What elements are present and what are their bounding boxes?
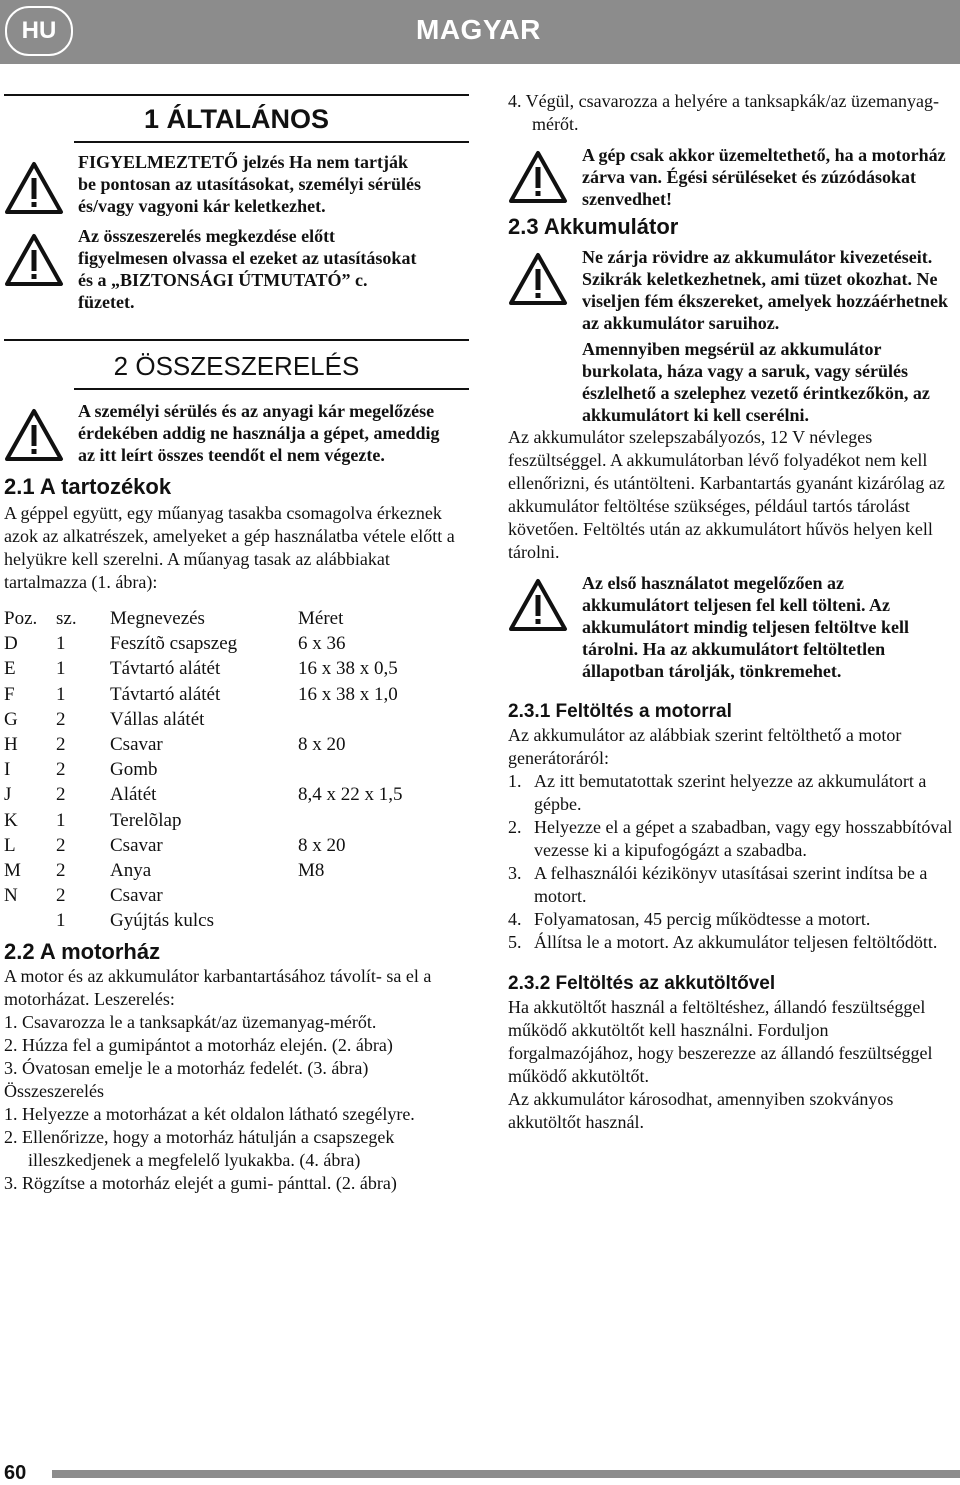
table-cell: 2 [56, 885, 66, 907]
warning-text-group [582, 246, 954, 426]
list-text: Helyezze el a gépet a szabadban, vagy egy hosszabbítóval vezesse ki a kipufogógázt a szabadba. [534, 817, 953, 860]
table-header-cell: Poz. [4, 608, 38, 629]
list-item: 3. Óvatosan emelje le a motorház fedelét. (3. ábra) [4, 1058, 369, 1079]
list-item: 1. Helyezze a motorházat a két oldalon látható szegélyre. [4, 1104, 415, 1125]
subsection-2-1-text: A géppel együtt, egy műanyag tasakba csomagolva érkeznek azok az alkatrészek, amelyeket a gép használatba vétele előtt a helyükre kell szerelni. A műanyag tasak az alábbiakat tartalmazza (1. ábra): [4, 503, 455, 592]
section-rule [74, 388, 469, 390]
table-cell: 1 [56, 809, 66, 831]
table-cell: 1 [56, 683, 66, 705]
subsection-2-3-2-title: 2.3.2 Feltöltés az akkutöltővel [508, 973, 776, 994]
assembly-steps-continued [508, 90, 958, 136]
table-header-cell: sz. [56, 608, 77, 629]
table-row [4, 885, 468, 910]
table-cell: 2 [56, 708, 66, 730]
parts-table [4, 608, 468, 935]
warning-text: Ne zárja rövidre az akkumulátor kivezetéseit. Szikrák keletkezhetnek, ami tüzet okozhat. Ne viseljen fém ékszereket, amelyek hozzáérhetnek az akkumulátor saruihoz. [582, 247, 949, 333]
section-rule [4, 339, 469, 341]
warning-text: FIGYELMEZTETŐ jelzés Ha nem tartják be pontosan az utasításokat, személyi sérülés és/vagy vagyoni kár keletkezhet. [78, 152, 421, 216]
list-number: 2. [508, 817, 522, 837]
language-badge [5, 6, 73, 56]
table-row [4, 810, 468, 835]
list-number: 5. [508, 932, 522, 952]
table-cell: E [4, 658, 16, 680]
list-item: 2. Húzza fel a gumipántot a motorház elején. (2. ábra) [4, 1035, 393, 1056]
warning-block [4, 400, 469, 466]
warning-text: Amennyiben megsérül az akkumulátor burkolata, háza vagy a saruk, vagy sérülés észlelhető a szelephez vezető érintkezőkön, az akkumulátort ki kell cserélni. [582, 339, 930, 425]
table-cell [4, 910, 56, 935]
list-text: Folyamatosan, 45 percig működtesse a motort. [534, 909, 871, 929]
table-cell: Terelõlap [110, 809, 182, 831]
subsection-2-1-title: 2.1 A tartozékok [4, 474, 172, 499]
table-header-cell: Megnevezés [110, 608, 205, 629]
warning-block [508, 144, 958, 210]
list-item: 4. Végül, csavarozza a helyére a tanksapkák/az üzemanyag-mérőt. [508, 91, 939, 134]
warning-text: Az összeszerelés megkezdése előtt figyelmesen olvassa el ezeket az utasításokat és a „BIZTONSÁGI ÚTMUTATÓ” c. füzetet. [78, 226, 417, 312]
assembly-label: Összeszerelés [4, 1081, 104, 1102]
table-row [4, 734, 468, 759]
list-item [508, 862, 958, 908]
section-rule [4, 94, 469, 96]
footer-bar [52, 1470, 960, 1478]
table-cell: L [4, 834, 16, 856]
table-cell: 2 [56, 834, 66, 856]
charging-steps [508, 770, 958, 954]
table-cell: Távtartó alátét [110, 658, 221, 680]
table-cell: N [4, 885, 18, 907]
subsection-2-3-2-text: Ha akkutöltőt használ a feltöltéshez, állandó feszültséggel működő akkutöltőt kell használni. Forduljon forgalmazójához, hogy beszerezze az állandó feszültséggel működő akkutöltőt. [508, 997, 933, 1086]
list-number: 1. [508, 771, 522, 791]
list-number: 3. [508, 863, 522, 883]
table-cell: 8 x 20 [298, 733, 346, 755]
table-row [4, 658, 468, 683]
table-row [4, 709, 468, 734]
table-row [4, 784, 468, 809]
page-language-title: MAGYAR [416, 14, 541, 45]
list-text: Állítsa le a motort. Az akkumulátor teljesen feltöltődött. [534, 932, 938, 952]
table-cell: 2 [56, 759, 66, 781]
subsection-2-3-title: 2.3 Akkumulátor [508, 214, 679, 239]
warning-text: A gép csak akkor üzemeltethető, ha a motorház zárva van. Égési sérüléseket és zúzódásokat szenvedhet! [582, 145, 946, 209]
warning-block [508, 572, 958, 682]
table-cell [298, 759, 468, 784]
subsection-2-2-title: 2.2 A motorház [4, 939, 161, 965]
table-cell: 2 [56, 733, 66, 755]
warning-text: A személyi sérülés és az anyagi kár megelőzése érdekében addig ne használja a gépet, ameddig az itt leírt összes teendőt el nem végezte. [78, 401, 440, 465]
table-cell: 2 [56, 784, 66, 806]
table-cell: Csavar [110, 733, 163, 755]
table-cell: 2 [56, 859, 66, 881]
table-cell: 16 x 38 x 0,5 [298, 658, 398, 680]
table-cell: 1 [56, 633, 66, 655]
table-cell: M8 [298, 859, 325, 881]
list-item [508, 931, 958, 954]
table-cell: 16 x 38 x 1,0 [298, 683, 398, 705]
subsection-2-3-1-intro: Az akkumulátor az alábbiak szerint feltölthető a motor generátoráról: [508, 725, 902, 768]
warning-text: Az első használatot megelőzően az akkumulátort teljesen fel kell tölteni. Az akkumulátort mindig teljesen feltöltve kell tárolni. Ha az akkumulátort feltöltetlen állapotban tárolják, tönkremehet. [582, 573, 909, 681]
table-cell: Gomb [110, 759, 158, 781]
table-cell: F [4, 683, 15, 705]
table-header-row [4, 608, 468, 633]
list-item: 1. Csavarozza le a tanksapkát/az üzemanyag-mérőt. [4, 1012, 377, 1033]
table-cell: K [4, 809, 18, 831]
section2-title: 2 ÖSSZESZERELÉS [113, 351, 360, 381]
table-cell [298, 709, 468, 734]
table-cell: 8,4 x 22 x 1,5 [298, 784, 403, 806]
table-cell: Csavar [110, 834, 163, 856]
table-header-cell: Méret [298, 608, 344, 629]
left-column [4, 94, 469, 1195]
parts-table-body [4, 608, 468, 935]
table-cell [298, 885, 468, 910]
table-cell: Feszítõ csapszeg [110, 633, 238, 655]
warning-block [508, 246, 958, 426]
list-item [508, 770, 958, 816]
table-cell: 1 [56, 910, 66, 932]
table-cell: Alátét [110, 784, 157, 806]
right-column [508, 90, 958, 1134]
table-cell [298, 810, 468, 835]
section1-title: 1 ÁLTALÁNOS [144, 104, 329, 134]
table-row [4, 633, 468, 658]
list-item [508, 816, 958, 862]
removal-steps [4, 1011, 469, 1080]
table-cell: 8 x 20 [298, 834, 346, 856]
section-rule [74, 141, 469, 143]
table-row [4, 910, 468, 935]
warning-triangle-icon [4, 408, 64, 462]
table-cell: Csavar [110, 885, 163, 907]
table-cell: Távtartó alátét [110, 683, 221, 705]
table-row [4, 835, 468, 860]
warning-triangle-icon [4, 161, 64, 215]
page-number: 60 [4, 1462, 27, 1484]
table-cell: H [4, 733, 18, 755]
language-code: HU [21, 17, 57, 44]
subsection-2-2-intro: A motor és az akkumulátor karbantartásához távolít- sa el a motorházat. Leszerelés: [4, 966, 432, 1010]
warning-block [4, 151, 469, 217]
table-row [4, 759, 468, 784]
warning-triangle-icon [508, 578, 568, 632]
table-cell: D [4, 633, 18, 655]
battery-info-text: Az akkumulátor szelepszabályozós, 12 V névleges feszültséggel. A akkumulátorban lévő folyadékot nem kell ellenőrizni, és utántölteni. Karbantartás gyanánt kizárólag az akkumulátor feltöltése szükséges, például tartós tárolást követően. Feltöltés után az akkumulátort hűvös helyen kell tárolni. [508, 427, 945, 562]
table-cell: Anya [110, 859, 152, 881]
assembly-steps [4, 1103, 469, 1195]
table-cell: 6 x 36 [298, 633, 346, 655]
table-cell: G [4, 708, 18, 730]
warning-block [4, 225, 469, 313]
subsection-2-3-2-text: Az akkumulátor károsodhat, amennyiben szokványos akkutöltőt használ. [508, 1089, 894, 1132]
table-cell: M [4, 859, 21, 881]
table-row [4, 684, 468, 709]
list-text: A felhasználói kézikönyv utasításai szerint indítsa be a motort. [534, 863, 928, 906]
warning-triangle-icon [508, 150, 568, 204]
page-header [0, 0, 960, 64]
warning-triangle-icon [4, 233, 64, 287]
table-cell: Gyújtás kulcs [110, 910, 214, 932]
table-cell: Vállas alátét [110, 708, 205, 730]
list-text: Az itt bemutatottak szerint helyezze az akkumulátort a gépbe. [534, 771, 927, 814]
subsection-2-3-1-title: 2.3.1 Feltöltés a motorral [508, 701, 732, 722]
list-item [508, 908, 958, 931]
table-cell: 1 [56, 658, 66, 680]
warning-triangle-icon [508, 252, 568, 306]
table-cell: J [4, 784, 12, 806]
list-number: 4. [508, 909, 522, 929]
list-item: 3. Rögzítse a motorház elejét a gumi- pánttal. (2. ábra) [4, 1173, 397, 1194]
table-cell [298, 910, 468, 935]
table-cell: I [4, 759, 11, 781]
table-row [4, 860, 468, 885]
list-item: 2. Ellenőrizze, hogy a motorház hátulján a csapszegek illeszkedjenek a megfelelő lyukakba. (4. ábra) [4, 1127, 395, 1171]
